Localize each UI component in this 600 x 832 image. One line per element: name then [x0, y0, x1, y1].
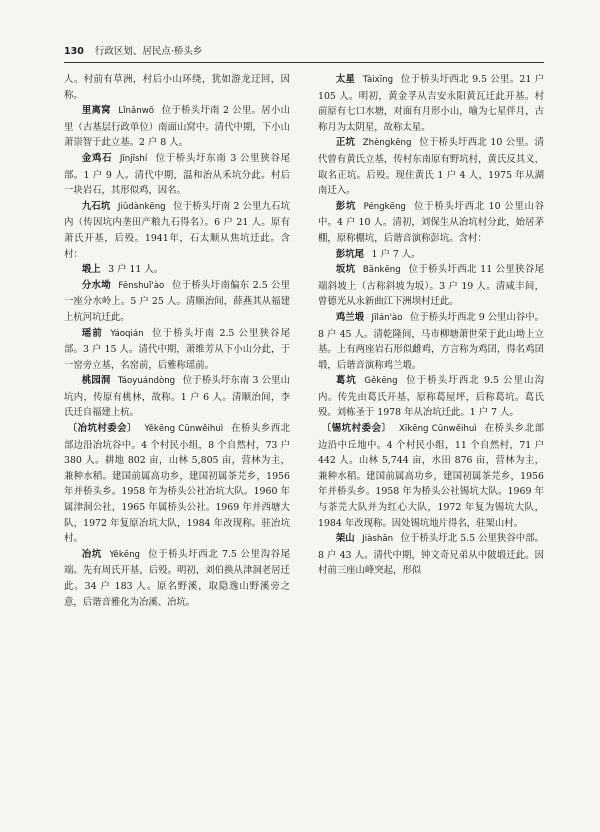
entry-text: 位于桥头圩东南 3 公里山坑内，传原有桃林，故称。1 户 6 人。清顺治间，李氏迁自福建上杭。 — [64, 375, 290, 419]
entry-xikeng-committee — [318, 421, 544, 531]
entry-text: 位于桥头圩南偏东 2.5 公里一座分水岭上。5 户 25 人。清顺治间，薛燕其从福建上杭河坑迁此。 — [64, 279, 290, 323]
entry-text: 位于桥头圩南 2 公里。居小山里（古基层行政单位）南面山窝中。清代中期，下小山萧崇智于此立基。2 户 8 人。 — [64, 105, 290, 149]
entry-headword: 瑶前 — [81, 327, 103, 339]
entry-jilanao — [318, 310, 544, 373]
entry-headword: 冶坑 — [81, 548, 102, 560]
page-header — [64, 46, 544, 58]
entry-text: 位于桥头圩东南 3 公里狭谷尾部。1 户 9 人。清代中期，温和治从禾坑分此。村后一块岩石，其形似鸡，因名。 — [64, 152, 290, 197]
continuation-text: 人。村前有草洲，村后小山环绕，犹如游龙迂回，因称。 — [64, 74, 290, 101]
entry-headword: 彭坑尾 — [335, 248, 364, 260]
entry-taoyuandong — [64, 373, 290, 421]
entry-headword: 塅上 — [81, 264, 101, 276]
entry-pinyin: Lǐnǎnwō — [118, 106, 154, 117]
entry-pinyin: Péngkēng — [363, 201, 406, 212]
entry-headword: 〔锡坑村委会〕 — [321, 423, 392, 435]
entry-headword: 坂坑 — [335, 264, 356, 276]
entry-headword: 桃园洞 — [81, 375, 111, 387]
entry-text: 位于桥头圩西北 10 公里山谷中。4 户 10 人。清初，刘保生从冶坑村分此，始居茅棚，原称棚坑，后谐音演称彭坑。含村： — [318, 200, 544, 244]
header-rule — [64, 62, 544, 63]
entry-text: 3 户 11 人。 — [108, 264, 164, 276]
entry-pengkengwei — [318, 247, 544, 263]
entry-headword: 金鸡石 — [81, 152, 113, 164]
entry-headword: 里离窝 — [81, 105, 111, 117]
entry-pinyin: Jiàshān — [362, 534, 394, 545]
entry-pinyin: Xīkēng Cūnwěihuì — [399, 424, 477, 435]
entry-text: 位于桥头圩西北 9.5 公里。21 户 105 人。明初，黄金孚从吉安永阳黄瓦迁此开基。村前原有七口水塘，对面有月形小山，喻为七星伴月，古称月为太阴星，故称太星。 — [318, 74, 544, 133]
entry-pinyin: Jīlán'ào — [371, 312, 403, 323]
entry-gekeng — [318, 373, 544, 421]
entry-zhengkeng — [318, 135, 544, 198]
entry-headword: 太星 — [335, 74, 356, 85]
entry-jiashan — [318, 531, 544, 579]
entry-pengkeng — [318, 199, 544, 247]
section-title: 行政区划、居民点·桥头乡 — [94, 46, 203, 57]
entry-headword: 分水坳 — [81, 279, 111, 291]
entry-headword: 九石坑 — [81, 200, 111, 212]
entry-taixing — [318, 72, 544, 135]
right-column — [318, 72, 544, 579]
entry-pinyin: Bǎnkēng — [362, 265, 401, 276]
entry-headword: 〔冶坑村委会〕 — [67, 423, 137, 435]
entry-pinyin: Tàixīng — [362, 75, 394, 85]
entry-text: 位于桥头圩西北 7.5 公里沟谷尾端。先有周氏开基，后殁。明初，刘伯换从津洞老居迁此。34 户 183 人。原名野溪，取隐逸山野溪旁之意，后谐音雅化为冶溪、冶坑。 — [64, 548, 290, 608]
entry-text: 在桥头乡西北部边沿冶坑谷中。4 个村民小组，8 个自然村，73 户 380 人。耕地 802 亩，山林 5,805 亩，营林为主，兼种水稻。建国前属高功乡，建国初属茶芫乡，1956 年并桥头乡。1958 年为桥头公社冶坑大队。1960 年属津洞公社，1965 年属桥头公社。1969 年并西塘大队，1972 年复原冶坑大队，1984 年改现称。驻冶坑村。 — [64, 423, 290, 545]
entry-linanwo — [64, 103, 290, 151]
page-number: 130 — [64, 46, 84, 57]
entry-headword: 彭坑 — [335, 200, 357, 212]
entry-jiudankeng — [64, 199, 290, 262]
entry-headword: 鸡兰塅 — [335, 311, 365, 323]
entry-text: 位于桥头圩西北 9.5 公里山沟内。传先由葛氏开基，原称葛屋坪，后称葛坑。葛氏殁。刘栋圣于 1978 年从冶坑迁此。1 户 7 人。 — [318, 375, 544, 419]
left-column — [64, 72, 290, 610]
entry-text: 位于桥头圩西北 9 公里山谷中。8 户 45 人。清乾隆间，马市柳塘萧世荣于此山坳上立基。上有两座岩石形似雌鸡，方言称为鸡囝，得名鸡囝塅，后谐音演称鸡兰塅。 — [318, 311, 544, 371]
entry-text: 位于桥头圩南 2 公里九石坑内（传因坑内垄田产粮九石得名）。6 户 21 人。原有萧氏开基，后殁。1941年，石太顺从焦坑迁此。含村： — [64, 200, 290, 260]
entry-yekeng — [64, 547, 290, 610]
entry-pinyin: Yáoqián — [110, 328, 144, 339]
entry-text: 位于桥头圩北 5.5 公里狭谷中部。8 户 43 人。清代中期，钟文奇兄弟从中陂塅迁此。因村前三座山峰突起，形似 — [318, 533, 544, 577]
entry-yaoqian — [64, 326, 290, 374]
entry-text: 位于桥头圩南 2.5 公里狭谷尾部。3 户 15 人。清代中期，萧维芳从下小山分此，于一窑旁立基，名窑前，后雅称瑶前。 — [64, 327, 290, 371]
entry-pinyin: Yěkēng Cūnwěihuì — [144, 424, 224, 435]
entry-pinyin: Táoyuándòng — [117, 376, 176, 387]
entry-duanshang — [64, 262, 290, 278]
entry-text: 位于桥头圩西北 11 公里狭谷尾端斜坡上（古称斜坡为坂）。3 户 19 人。清咸丰间，曾德光从永新曲江下洲坝村迁此。 — [318, 264, 544, 308]
entry-text: 在桥头乡北部边沿中丘地中。4 个村民小组，11 个自然村，71 户 442 人。山林 5,744 亩，水田 876 亩，营林为主，兼种水稻。建国前属高功乡，建国初属茶芫乡，1956 年并桥头乡。1958 年为桥头公社锡坑大队。1969 年与茶芫大队并为红心大队，1972 年复为锡坑大队，1984 年改现称。因处锡坑地片得名，驻架山村。 — [318, 423, 544, 529]
entry-bankeng — [318, 262, 544, 310]
entry-text: 位于桥头圩西北 10 公里。清代曾有黄氏立基，传村东南原有野坑村，黄氏反其义，取名正坑。后殁。现住黄氏 1 户 4 人，1975 年从湖南迁入。 — [318, 137, 544, 197]
entry-pinyin: Jiǔdànkēng — [117, 201, 166, 212]
entry-fenshuiao — [64, 278, 290, 326]
entry-headword: 正坑 — [335, 137, 356, 149]
entry-text: 1 户 7 人。 — [371, 248, 421, 260]
entry-pinyin: Gěkēng — [364, 376, 398, 387]
entry-headword: 架山 — [335, 533, 355, 545]
entry-headword: 葛坑 — [335, 375, 357, 387]
entry-pinyin: Zhèngkēng — [362, 138, 412, 149]
entry-pinyin: Yěkēng — [109, 549, 140, 560]
entry-yekeng-committee — [64, 421, 290, 547]
entry-pinyin: Jīnjīshí — [119, 153, 148, 164]
entry-pinyin: Fēnshuǐ'ào — [118, 280, 165, 291]
entry-jinjishi — [64, 151, 290, 199]
